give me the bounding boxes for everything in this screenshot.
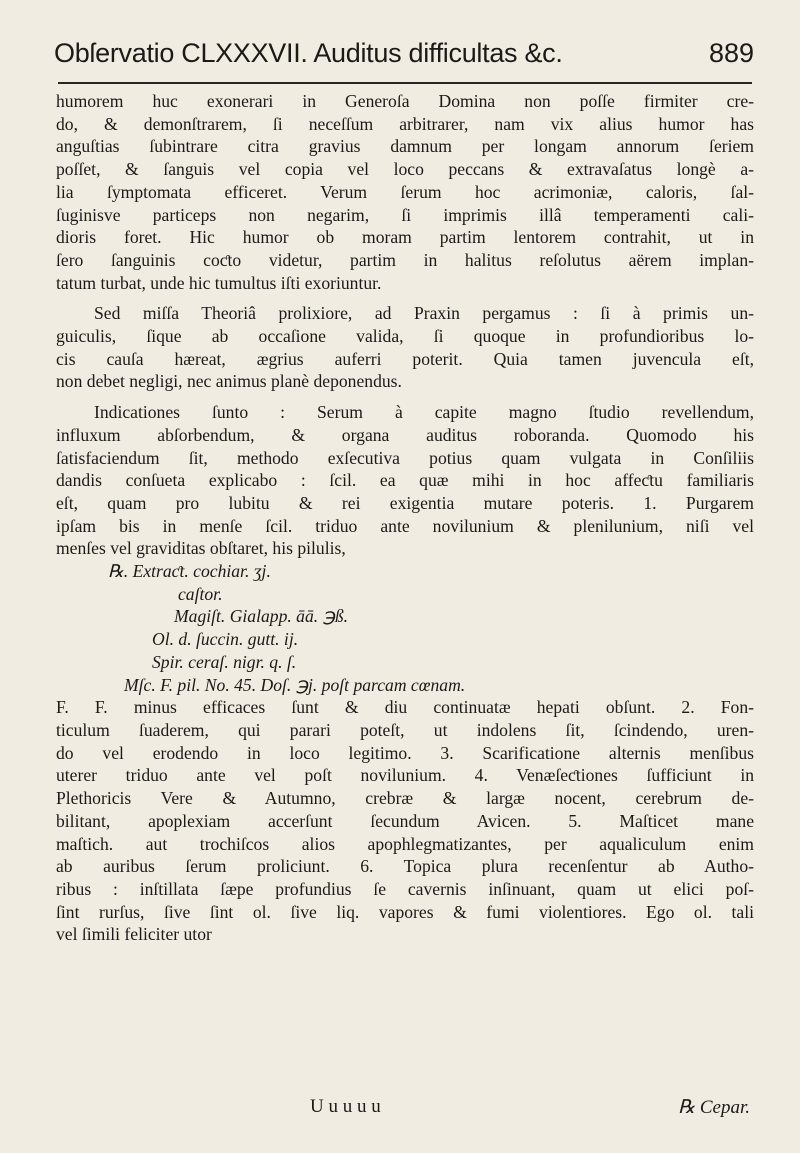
running-header	[54, 38, 754, 69]
text-line: ſint rurſus, ſive ſint ol. ſive liq. vapores & fumi violentiores. Ego ol. tali	[56, 901, 754, 922]
text-line: ſatisfaciendum ſit, methodo exſecutiva potius quam vulgata in Conſiliis	[56, 447, 754, 468]
text-line: vel ſimili feliciter utor	[56, 924, 212, 945]
page-number: 889	[708, 38, 754, 68]
text-line: bilitant, apoplexiam accerſunt ſecundum Avicen. 5. Maſticet mane	[56, 810, 754, 831]
text-line: ipſam bis in menſe ſcil. triduo ante novilunium & plenilunium, niſi vel	[56, 515, 754, 536]
header-rule	[58, 82, 752, 84]
text-line: ſuginisve particeps non negarim, ſi imprimis illâ temperamenti cali-	[56, 204, 754, 225]
body-text	[56, 90, 754, 946]
recipe-line: caſtor.	[178, 583, 223, 604]
catchword: ℞ Cepar.	[678, 1097, 750, 1118]
recipe-line: Mſc. F. pil. No. 45. Doſ. ℈j. poſt parcam cœnam.	[124, 674, 466, 695]
text-line: lia ſymptomata efficeret. Verum ſerum hoc acrimoniæ, caloris, ſal-	[56, 181, 754, 202]
text-line: Indicationes ſunto : Serum à capite magno ſtudio revellendum,	[94, 402, 754, 423]
text-line: menſes vel graviditas obſtaret, his pilulis,	[56, 538, 346, 559]
text-line: ribus : inſtillata ſæpe profundius ſe cavernis inſinuant, quam ut elici poſ-	[56, 878, 754, 899]
text-line: do, & demonſtrarem, ſi neceſſum arbitrarer, nam vix alius humor has	[56, 113, 754, 134]
text-line: non debet negligi, nec animus planè deponendus.	[56, 371, 402, 392]
text-line: maſtich. aut trochiſcos alios apophlegmatizantes, per aqualiculum enim	[56, 833, 754, 854]
text-line: Sed miſſa Theoriâ prolixiore, ad Praxin pergamus : ſi à primis un-	[94, 303, 754, 324]
text-line: tatum turbat, unde hic tumultus iſti exoriuntur.	[56, 272, 382, 293]
text-line: poſſet, & ſanguis vel copia vel loco peccans & extravaſatus longè a-	[56, 159, 754, 180]
text-line: influxum abſorbendum, & organa auditus roboranda. Quomodo his	[56, 424, 754, 445]
text-line: cis cauſa hæreat, ægrius auferri poterit. Quia tamen juvencula eſt,	[56, 348, 754, 369]
recipe-line: Spir. ceraſ. nigr. q. ſ.	[152, 651, 297, 672]
text-line: humorem huc exonerari in Generoſa Domina non poſſe firmiter cre-	[56, 91, 754, 111]
text-line: Plethoricis Vere & Autumno, crebræ & largæ nocent, cerebrum de-	[56, 788, 754, 809]
text-line: ab auribus ſerum proliciunt. 6. Topica plura recenſentur ab Autho-	[56, 856, 754, 877]
text-line: dioris foret. Hic humor ob moram partim lentorem contrahit, ut in	[56, 227, 754, 248]
text-line: uterer triduo ante vel poſt novilunium. 4. Venæſeƈtiones ſufficiunt in	[56, 765, 754, 786]
text-line: eſt, quam pro lubitu & rei exigentia mutare poteris. 1. Purgarem	[56, 492, 754, 513]
text-line: ſero ſanguinis coƈto videtur, partim in halitus reſolutus aërem implan-	[56, 249, 754, 270]
text-line: F. F. minus efficaces ſunt & diu continuatæ hepati obſunt. 2. Fon-	[56, 697, 754, 718]
running-title: Obſervatio CLXXXVII. Auditus difficultas &c.	[54, 38, 563, 68]
text-line: ticulum ſuaderem, qui parari poteſt, ut indolens ſit, ſcindendo, uren-	[56, 719, 754, 740]
text-line: anguſtias ſubintrare citra gravius damnum per longam annorum ſeriem	[56, 136, 754, 157]
signature-mark: U u u u u	[310, 1096, 381, 1117]
recipe-line: Ol. d. ſuccin. gutt. ij.	[152, 629, 299, 650]
page-footer	[310, 1096, 750, 1119]
text-line: dandis conſueta explicabo : ſcil. ea quæ mihi in hoc affeƈtu familiaris	[56, 470, 754, 491]
text-line: guiculis, ſique ab occaſione valida, ſi quoque in profundioribus lo-	[56, 326, 754, 347]
recipe-line: Magiſt. Gialapp. āā. ℈ß.	[174, 606, 349, 627]
text-line: do vel erodendo in loco legitimo. 3. Scarificatione alternis menſibus	[56, 742, 754, 763]
recipe-line: ℞. Extraƈt. cochiar. ʒj.	[108, 561, 271, 582]
